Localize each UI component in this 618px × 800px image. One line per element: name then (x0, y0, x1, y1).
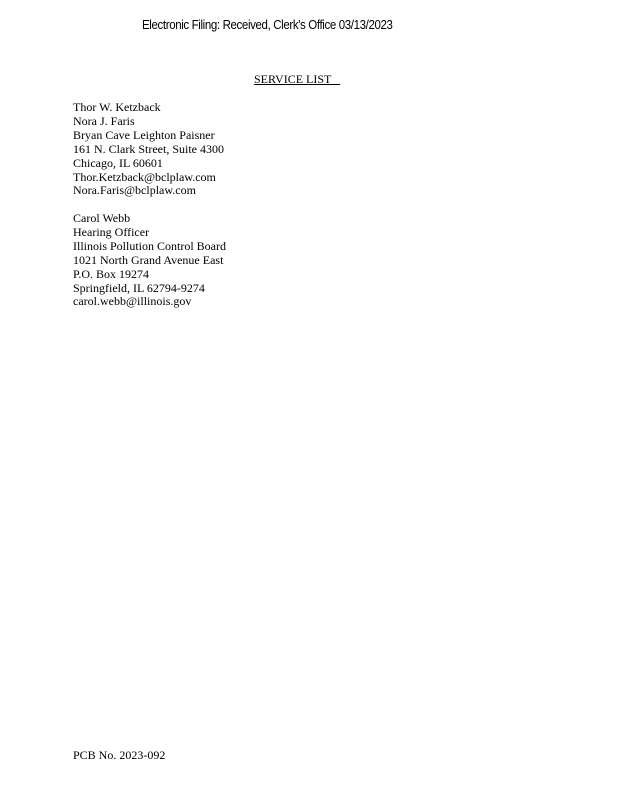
filing-stamp: Electronic Filing: Received, Clerk's Office 03/13/2023 (142, 18, 393, 32)
recipient-organization: Illinois Pollution Control Board (73, 238, 227, 253)
recipient-name: Thor W. Ketzback (73, 100, 161, 114)
recipient-block-counsel (73, 101, 224, 198)
recipient-name: Carol Webb (73, 211, 131, 225)
recipient-street: 1021 North Grand Avenue East (73, 252, 224, 267)
recipient-firm: Bryan Cave Leighton Paisner (73, 127, 215, 142)
recipient-po-box: P.O. Box 19274 (73, 266, 150, 281)
page-title: SERVICE LIST (254, 72, 341, 86)
recipient-email: carol.webb@illinois.gov (73, 294, 192, 309)
recipient-city: Chicago, IL 60601 (73, 155, 163, 170)
recipient-block-hearing-officer (73, 212, 226, 309)
recipient-email: Thor.Ketzback@bclplaw.com (73, 169, 216, 184)
case-number-footer: PCB No. 2023-092 (73, 748, 166, 762)
recipient-email: Nora.Faris@bclplaw.com (73, 183, 196, 198)
recipient-street: 161 N. Clark Street, Suite 4300 (73, 141, 224, 156)
recipient-title: Hearing Officer (73, 224, 150, 239)
recipient-name: Nora J. Faris (73, 113, 135, 128)
recipient-city: Springfield, IL 62794-9274 (73, 280, 205, 295)
